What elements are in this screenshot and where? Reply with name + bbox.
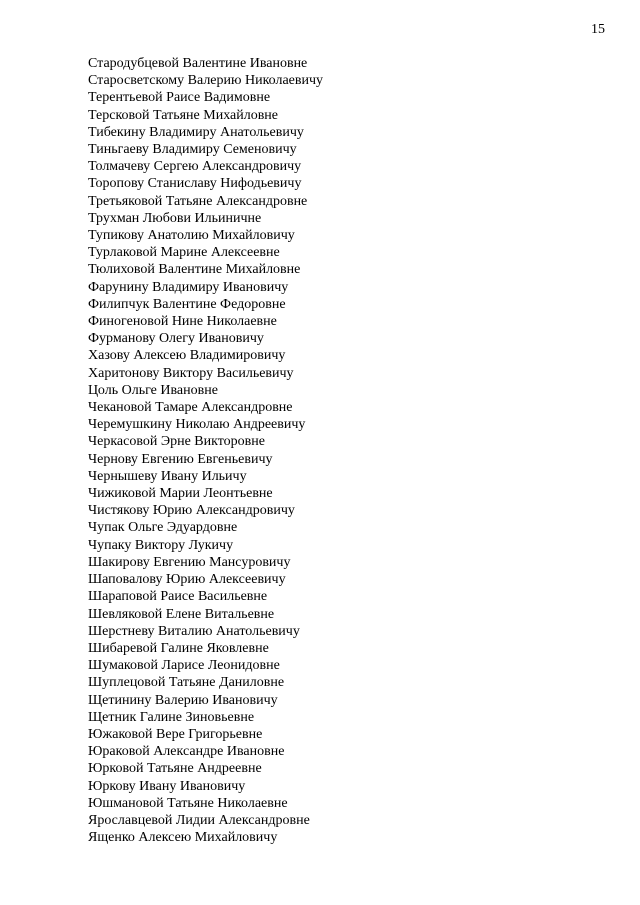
name-list-item: Филипчук Валентине Федоровне [88,296,286,312]
name-list-item: Юраковой Александре Ивановне [88,744,285,760]
name-list-item: Тибекину Владимиру Анатольевичу [88,124,304,140]
name-list-item: Чернышеву Ивану Ильичу [88,468,247,484]
name-list-item: Тиньгаеву Владимиру Семеновичу [88,142,297,158]
page-number: 15 [591,22,605,37]
name-list-item: Терсковой Татьяне Михайловне [88,107,279,123]
name-list-item: Чернову Евгению Евгеньевичу [88,451,273,467]
name-list-item: Хазову Алексею Владимировичу [88,348,286,364]
name-list-item: Финогеновой Нине Николаевне [88,314,277,330]
name-list-item: Юшмановой Татьяне Николаевне [88,795,288,811]
name-list-item: Шараповой Раисе Васильевне [88,589,268,605]
name-list-item: Торопову Станиславу Нифодьевичу [88,176,302,192]
name-list-item: Шумаковой Ларисе Леонидовне [88,658,280,674]
name-list-item: Трухман Любови Ильиничне [88,210,262,226]
name-list-item: Харитонову Виктору Васильевичу [88,365,294,381]
name-list-item: Шерстневу Виталию Анатольевичу [88,623,300,639]
name-list-item: Чупак Ольге Эдуардовне [88,520,238,536]
name-list-item: Чекановой Тамаре Александровне [88,400,293,416]
name-list-item: Старосветскому Валерию Николаевичу [88,73,324,89]
name-list-item: Черкасовой Эрне Викторовне [88,434,265,450]
name-list-item: Шевляковой Елене Витальевне [88,606,275,622]
name-list-item: Шибаревой Галине Яковлевне [88,640,269,656]
name-list-item: Чижиковой Марии Леонтьевне [88,486,273,502]
name-list-item: Юркову Ивану Ивановичу [88,778,246,794]
name-list-item: Ярославцевой Лидии Александровне [88,812,310,828]
name-list-item: Стародубцевой Валентине Ивановне [88,56,308,71]
name-list-item: Терентьевой Раисе Вадимовне [88,90,271,106]
name-list-item: Щетинину Валерию Ивановичу [88,692,278,708]
name-list-item: Чистякову Юрию Александровичу [88,503,295,519]
name-list-item: Щетник Галине Зиновьевне [88,709,255,725]
name-list-item: Шуплецовой Татьяне Даниловне [88,675,285,691]
names-list [88,55,323,846]
name-list-item: Тупикову Анатолию Михайловичу [88,228,295,244]
name-list-item: Третьяковой Татьяне Александровне [88,193,308,209]
name-list-item: Шаповалову Юрию Алексеевичу [88,572,286,588]
name-list-item: Ященко Алексею Михайловичу [88,830,278,846]
name-list-item: Чупаку Виктору Лукичу [88,537,234,553]
name-list-item: Фурманову Олегу Ивановичу [88,331,264,347]
name-list-item: Юрковой Татьяне Андреевне [88,761,262,777]
name-list-item: Южаковой Вере Григорьевне [88,726,263,742]
name-list-item: Тюлиховой Валентине Михайловне [88,262,301,278]
name-list-item: Черемушкину Николаю Андреевичу [88,417,306,433]
name-list-item: Цоль Ольге Ивановне [88,382,218,398]
name-list-item: Шакирову Евгению Мансуровичу [88,554,291,570]
name-list-item: Турлаковой Марине Алексеевне [88,245,280,261]
name-list-item: Фарунину Владимиру Ивановичу [88,279,289,295]
name-list-item: Толмачеву Сергею Александровичу [88,159,302,175]
